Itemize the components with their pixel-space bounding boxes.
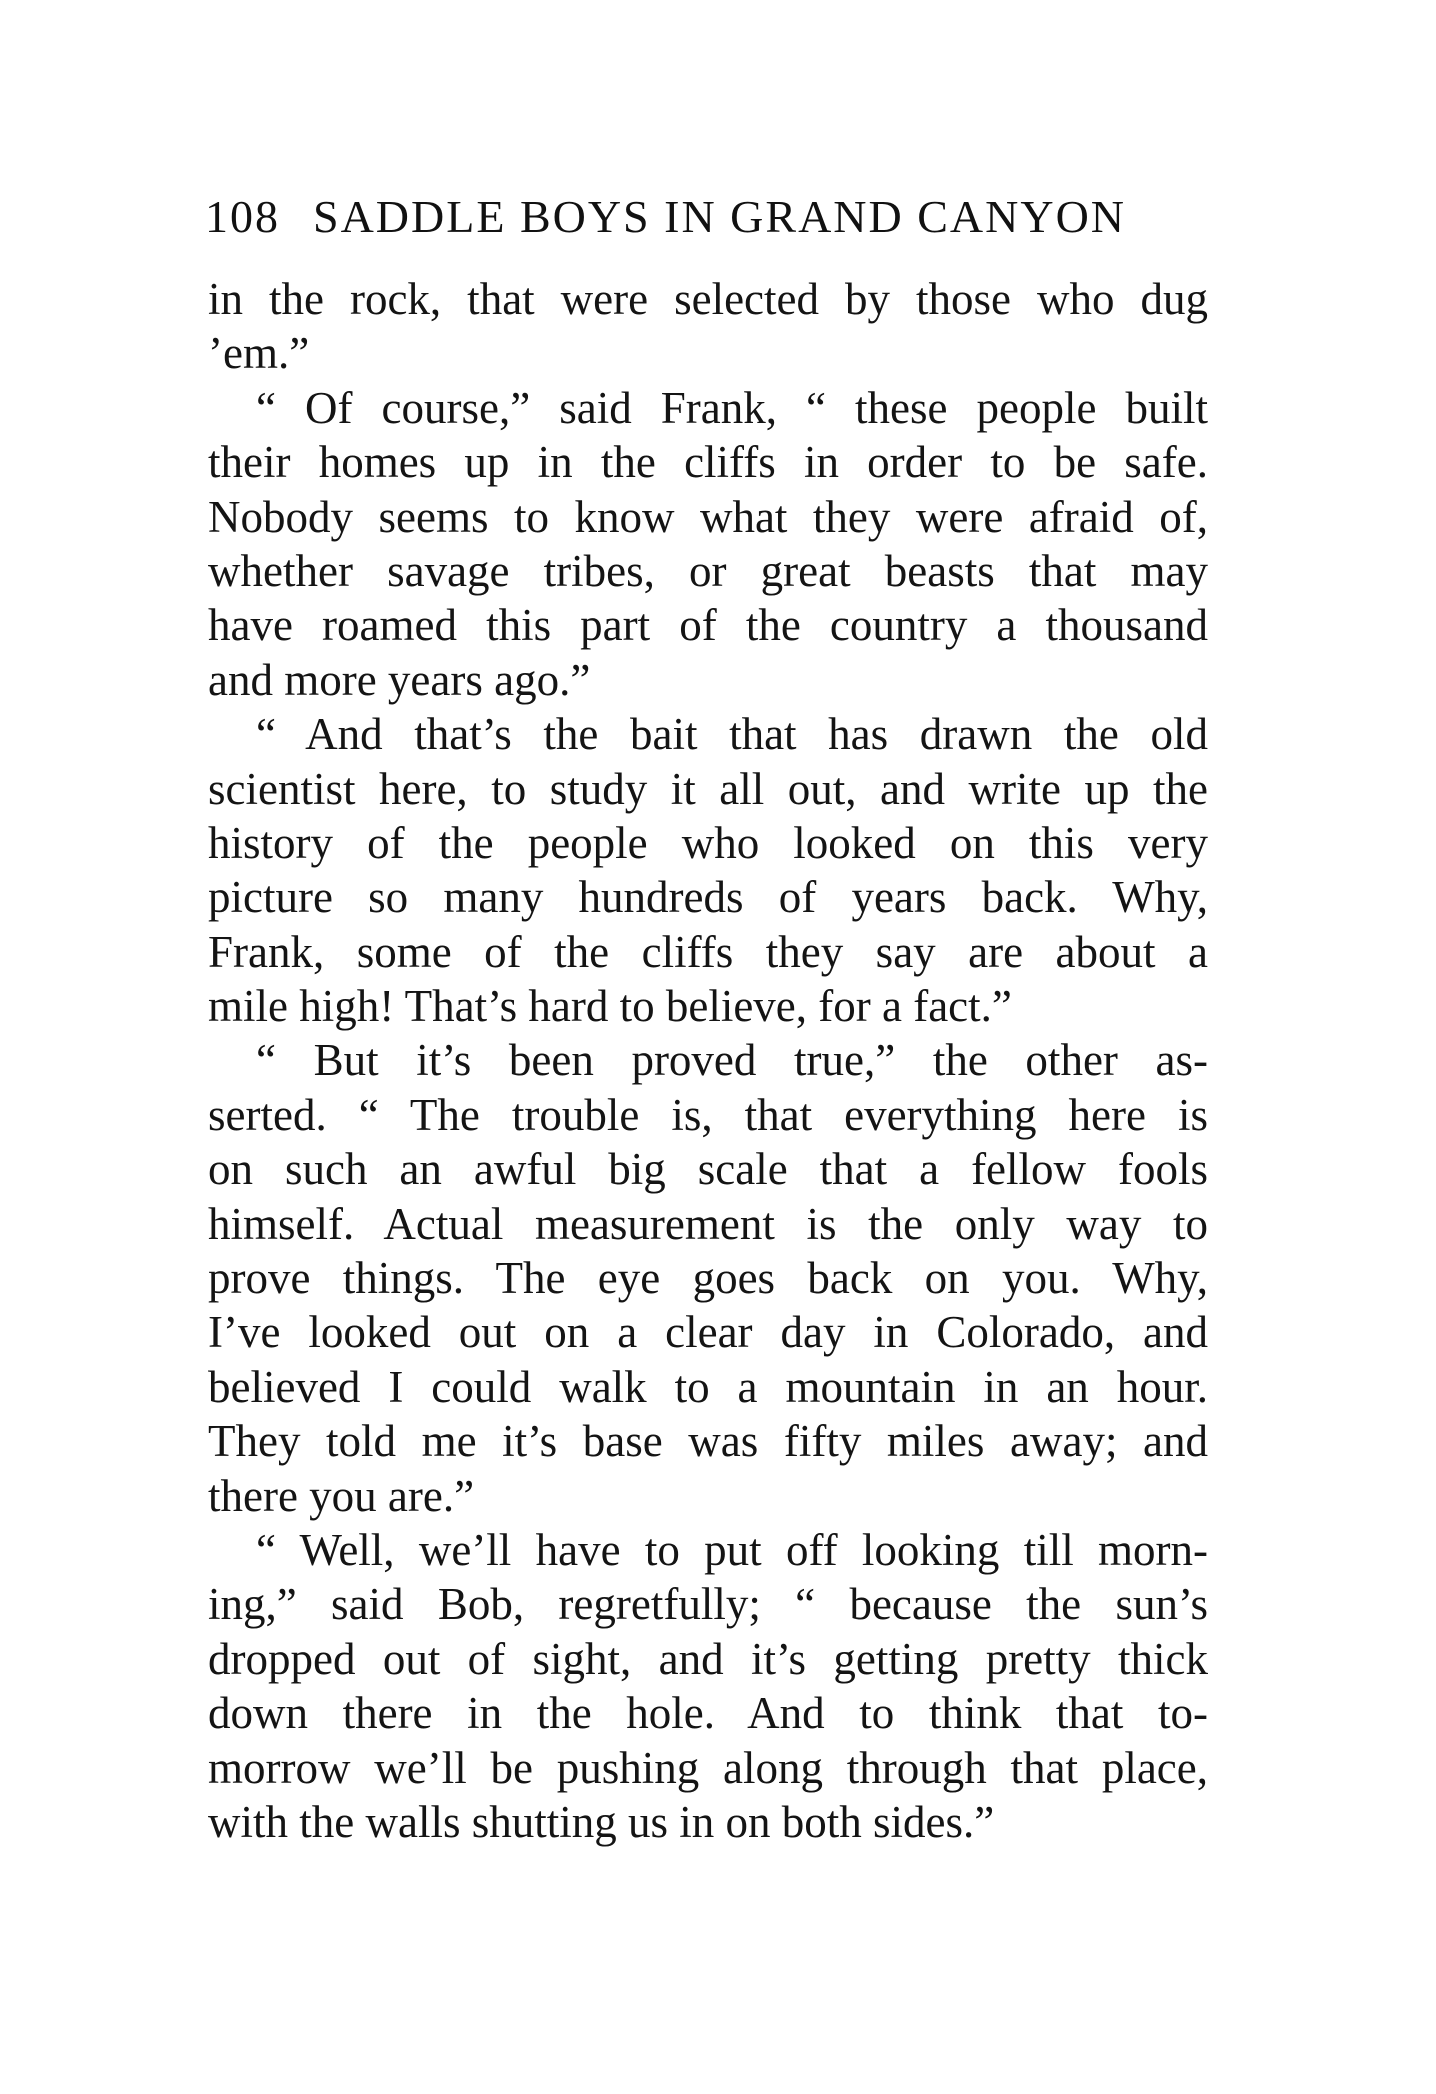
text-line: They told me it’s base was fifty miles away; and	[208, 1416, 1208, 1467]
text-line: picture so many hundreds of years back. Why,	[208, 872, 1208, 923]
text-line: I’ve looked out on a clear day in Colorado, and	[208, 1307, 1208, 1358]
text-line: their homes up in the cliffs in order to be safe.	[208, 437, 1208, 488]
text-line: “ Of course,” said Frank, “ these people built	[256, 382, 1208, 433]
running-title: SADDLE BOYS IN GRAND CANYON	[313, 191, 1127, 242]
text-line: believed I could walk to a mountain in an hour.	[208, 1361, 1208, 1412]
text-line: ’em.”	[208, 328, 310, 379]
text-line: ing,” said Bob, regretfully; “ because the sun’s	[208, 1579, 1208, 1630]
text-line: and more years ago.”	[208, 654, 591, 705]
text-line: morrow we’ll be pushing along through that place,	[208, 1742, 1208, 1793]
text-line: Frank, some of the cliffs they say are about a	[208, 926, 1208, 977]
text-line: with the walls shutting us in on both sides.”	[208, 1796, 995, 1847]
text-line: prove things. The eye goes back on you. Why,	[208, 1253, 1208, 1304]
text-line: himself. Actual measurement is the only way to	[208, 1198, 1208, 1249]
text-line: dropped out of sight, and it’s getting pretty thick	[208, 1633, 1208, 1684]
text-line: down there in the hole. And to think that to-	[208, 1688, 1208, 1739]
body-text	[208, 272, 1208, 1849]
text-line: “ But it’s been proved true,” the other as-	[256, 1035, 1208, 1086]
text-line: history of the people who looked on this very	[208, 817, 1208, 868]
text-line: serted. “ The trouble is, that everything here is	[208, 1089, 1208, 1140]
text-line: there you are.”	[208, 1470, 475, 1521]
text-line: “ Well, we’ll have to put off looking till morn-	[256, 1524, 1208, 1575]
text-line: Nobody seems to know what they were afraid of,	[208, 491, 1208, 542]
text-line: mile high! That’s hard to believe, for a fact.”	[208, 981, 1012, 1032]
page-number: 108	[205, 191, 280, 242]
text-line: “ And that’s the bait that has drawn the old	[256, 709, 1208, 760]
running-head	[205, 190, 1205, 262]
text-line: in the rock, that were selected by those who dug	[208, 274, 1208, 324]
text-line: have roamed this part of the country a thousand	[208, 600, 1208, 651]
text-line: scientist here, to study it all out, and write up the	[208, 763, 1208, 814]
text-line: on such an awful big scale that a fellow fools	[208, 1144, 1208, 1195]
text-line: whether savage tribes, or great beasts that may	[208, 545, 1208, 596]
